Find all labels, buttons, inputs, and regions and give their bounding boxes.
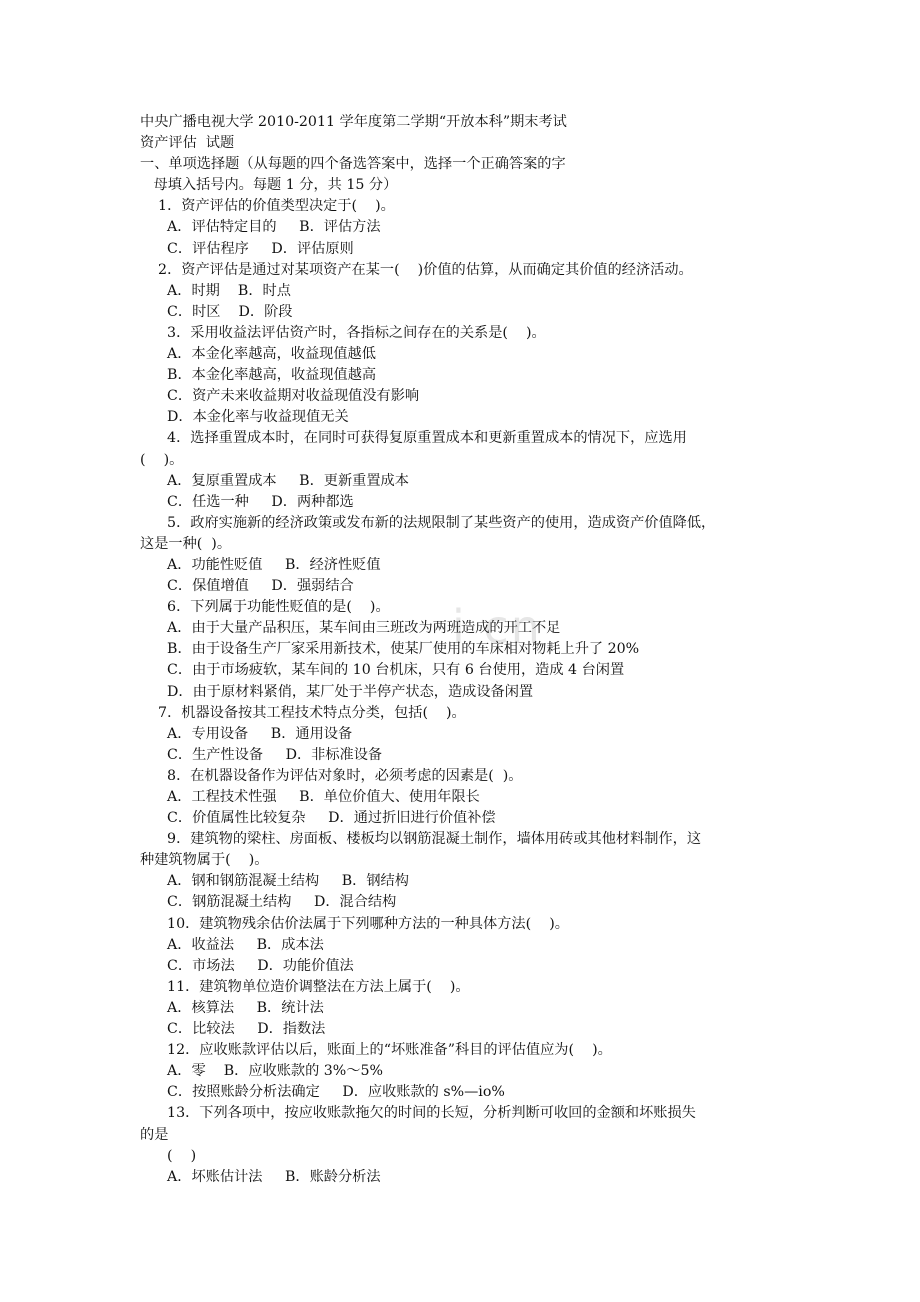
document-line: A．零 B．应收账款的 3%～5% [140, 1063, 383, 1080]
document-line: ( ) [140, 1147, 197, 1164]
document-line: A．复原重置成本 B．更新重置成本 [140, 472, 409, 489]
document-line: C．时区 D．阶段 [140, 303, 293, 320]
document-line: A．时期 B．时点 [140, 282, 291, 299]
document-line: A．坏账估计法 B．账龄分析法 [140, 1168, 381, 1185]
document-line: B．由于设备生产厂家采用新技术，使某厂使用的车床相对物耗上升了 20% [140, 641, 640, 658]
document-line: C．比较法 D．指数法 [140, 1021, 326, 1038]
document-line: C．生产性设备 D．非标准设备 [140, 746, 383, 763]
document-line: 7．机器设备按其工程技术特点分类，包括( )。 [140, 704, 466, 721]
document-line: 3．采用收益法评估资产时，各指标之间存在的关系是( )。 [140, 324, 546, 341]
document-line: C．任选一种 D．两种都选 [140, 493, 354, 510]
document-line: A．收益法 B．成本法 [140, 936, 324, 953]
document-line: A．由于大量产品积压，某车间由三班改为两班造成的开工不足 [140, 620, 561, 637]
document-line: 13．下列各项中，按应收账款拖欠的时间的长短，分析判断可收回的金额和坏账损失 [140, 1105, 696, 1122]
document-line: 10．建筑物残余估价法属于下列哪种方法的一种具体方法( )。 [140, 915, 569, 932]
document-line: A．专用设备 B．通用设备 [140, 725, 353, 742]
document-line: C．价值属性比较复杂 D．通过折旧进行价值补偿 [140, 810, 496, 827]
document-line: C．按照账龄分析法确定 D．应收账款的 s%—io% [140, 1084, 505, 1101]
document-line: A．工程技术性强 B．单位价值大、使用年限长 [140, 789, 480, 805]
document-line: 这是一种( )。 [140, 535, 232, 552]
document-line: 2．资产评估是通过对某项资产在某一( )价值的估算，从而确定其价值的经济活动。 [140, 261, 693, 278]
document-line: C．评估程序 D．评估原则 [140, 240, 354, 257]
document-line: 12．应收账款评估以后，账面上的“坏账准备”科目的评估值应为( )。 [140, 1042, 612, 1059]
watermark: i cn [452, 600, 542, 654]
document-line: D．本金化率与收益现值无关 [140, 409, 349, 426]
document-line: A．评估特定目的 B．评估方法 [140, 219, 381, 236]
document-line: D．由于原材料紧俏，某厂处于半停产状态，造成设备闲置 [140, 683, 534, 700]
document-line: 5．政府实施新的经济政策或发布新的法规限制了某些资产的使用，造成资产价值降低， [140, 514, 716, 531]
document-line: 6．下列属于功能性贬值的是( )。 [140, 599, 390, 616]
document-line: C．保值增值 D．强弱结合 [140, 578, 354, 595]
document-line: 8．在机器设备作为评估对象时，必须考虑的因素是( )。 [140, 767, 523, 784]
document-line: 9．建筑物的梁柱、房面板、楼板均以钢筋混凝土制作，墙体用砖或其他材料制作，这 [140, 831, 702, 848]
document-line: A．钢和钢筋混凝土结构 B．钢结构 [140, 873, 409, 890]
document-line: 资产评估 试题 [140, 135, 235, 152]
document-line: B．本金化率越高，收益现值越高 [140, 367, 377, 384]
document-line: A．功能性贬值 B．经济性贬值 [140, 556, 381, 573]
document-line: 母填入括号内。每题 1 分，共 15 分） [140, 177, 398, 194]
document-line: C．由于市场疲软，某车间的 10 台机床，只有 6 台使用，造成 4 台闲置 [140, 662, 625, 679]
document-line: A．核算法 B．统计法 [140, 999, 324, 1016]
document-line: C．市场法 D．功能价值法 [140, 957, 354, 974]
document-line: C．资产未来收益期对收益现值没有影响 [140, 388, 420, 405]
exam-document [140, 112, 840, 1188]
document-line: C．钢筋混凝土结构 D．混合结构 [140, 894, 397, 911]
document-line: 1．资产评估的价值类型决定于( )。 [140, 198, 395, 215]
document-line: 4．选择重置成本时，在同时可获得复原重置成本和更新重置成本的情况下，应选用 [140, 430, 687, 447]
document-line: ( )。 [140, 451, 184, 468]
document-line: 种建筑物属于( )。 [140, 852, 269, 869]
document-line: A．本金化率越高，收益现值越低 [140, 346, 376, 363]
document-line: 一、单项选择题（从每题的四个备选答案中，选择一个正确答案的字 [140, 156, 566, 173]
document-line: 的是 [140, 1126, 169, 1143]
document-line: 中央广播电视大学 2010-2011 学年度第二学期“开放本科”期末考试 [140, 114, 567, 130]
document-line: 11．建筑物单位造价调整法在方法上属于( )。 [140, 978, 470, 995]
